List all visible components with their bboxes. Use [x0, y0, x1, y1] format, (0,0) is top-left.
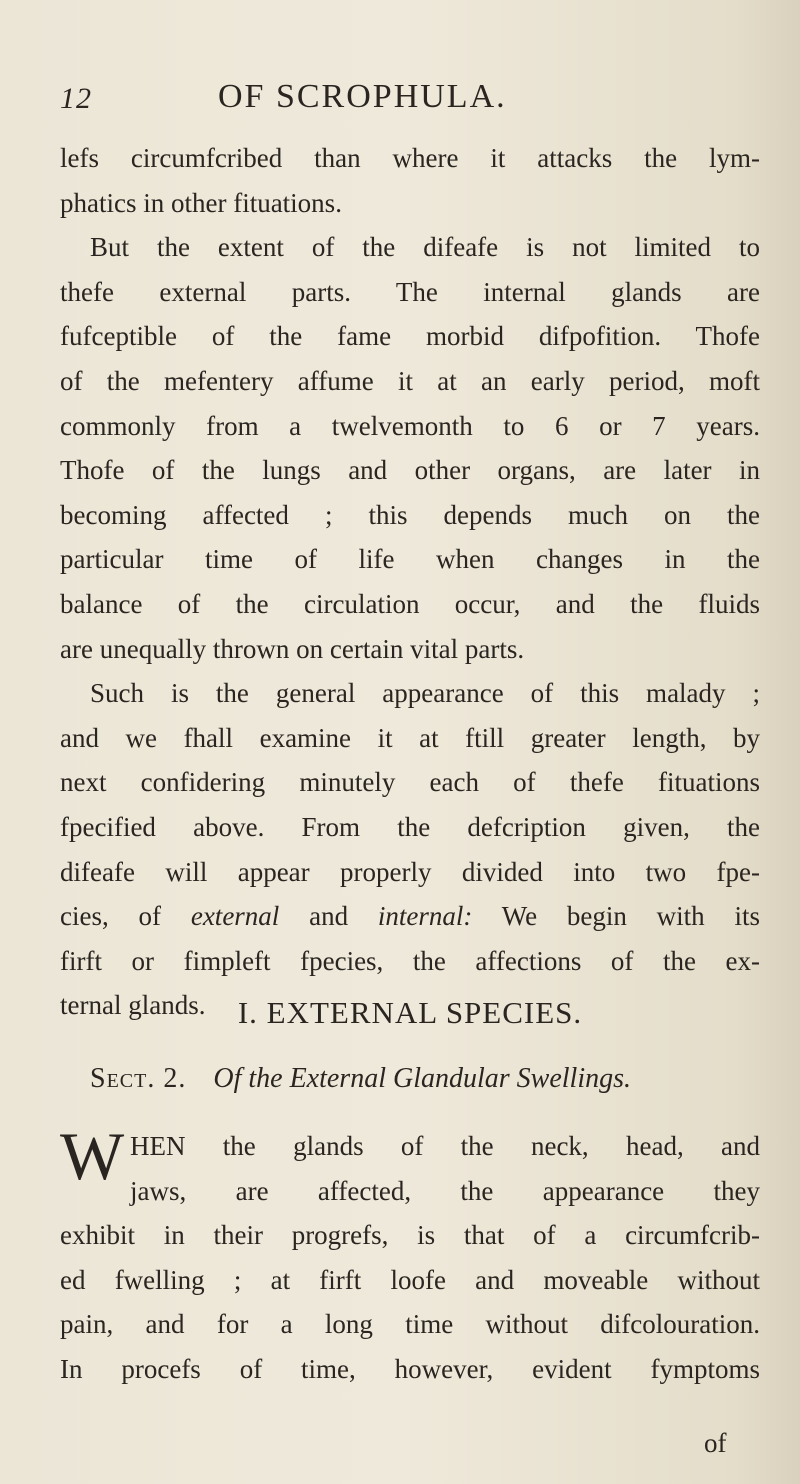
text-line: ed fwelling ; at firft loofe and moveable without — [60, 1264, 760, 1295]
text-line: firft or fimpleft fpecies, the affections of the ex- — [60, 945, 760, 976]
section-number: Sect. 2. — [90, 1063, 187, 1094]
text-line: In procefs of time, however, evident fymptoms — [60, 1353, 760, 1384]
text-line: fpecified above. From the defcription given, the — [60, 811, 760, 842]
text-line: But the extent of the difeafe is not limited to — [90, 232, 760, 263]
text-span: cies, of — [60, 901, 191, 932]
text-span: We begin with its — [472, 901, 760, 932]
text-line: phatics in other fituations. — [60, 187, 342, 218]
text-line: Such is the general appearance of this malady ; — [90, 678, 760, 709]
text-line: balance of the circulation occur, and the fluids — [60, 588, 760, 619]
page-number: 12 — [60, 82, 92, 115]
text-line: are unequally thrown on certain vital parts. — [60, 633, 525, 664]
drop-cap: W — [60, 1118, 125, 1194]
section-title: Of the External Glandular Swellings. — [213, 1063, 631, 1094]
text-line: of the mefentery affume it at an early period, moft — [60, 365, 760, 396]
text-line: exhibit in their progrefs, is that of a circumfcrib- — [60, 1220, 760, 1251]
text-line: becoming affected ; this depends much on the — [60, 499, 760, 530]
text-line: particular time of life when changes in the — [60, 544, 760, 575]
section-heading: I. EXTERNAL SPECIES. — [237, 995, 583, 1030]
opening-paragraph — [60, 1118, 760, 1392]
text-line: Thofe of the lungs and other organs, are later in — [60, 455, 760, 486]
text-line: next confidering minutely each of thefe fituations — [60, 767, 760, 798]
text-line: and we fhall examine it at ftill greater length, by — [60, 722, 760, 753]
text-line — [60, 894, 760, 939]
text-line: thefe external parts. The internal glands are — [60, 276, 760, 307]
text-line: pain, and for a long time without difcolouration. — [60, 1309, 760, 1340]
text-span: and — [279, 901, 378, 932]
text-line: jaws, are affected, the appearance they — [130, 1175, 760, 1206]
catchword: of — [704, 1428, 727, 1458]
text-line: commonly from a twelvemonth to 6 or 7 years. — [60, 410, 760, 441]
page-header — [60, 78, 750, 118]
text-line: lefs circumfcribed than where it attacks the lym- — [60, 143, 760, 173]
subsection-heading — [90, 1063, 750, 1095]
text-line: difeafe will appear properly divided into two fpe- — [60, 856, 760, 887]
text-line: HEN the glands of the neck, head, and — [130, 1131, 760, 1161]
emphasis-internal: internal: — [377, 901, 473, 932]
body-text — [60, 136, 760, 1028]
running-head: OF SCROPHULA. — [218, 78, 507, 115]
text-line: ternal glands. — [60, 990, 206, 1021]
emphasis-external: external — [190, 901, 280, 932]
text-line: fufceptible of the fame morbid difpofition. Thofe — [60, 321, 760, 352]
